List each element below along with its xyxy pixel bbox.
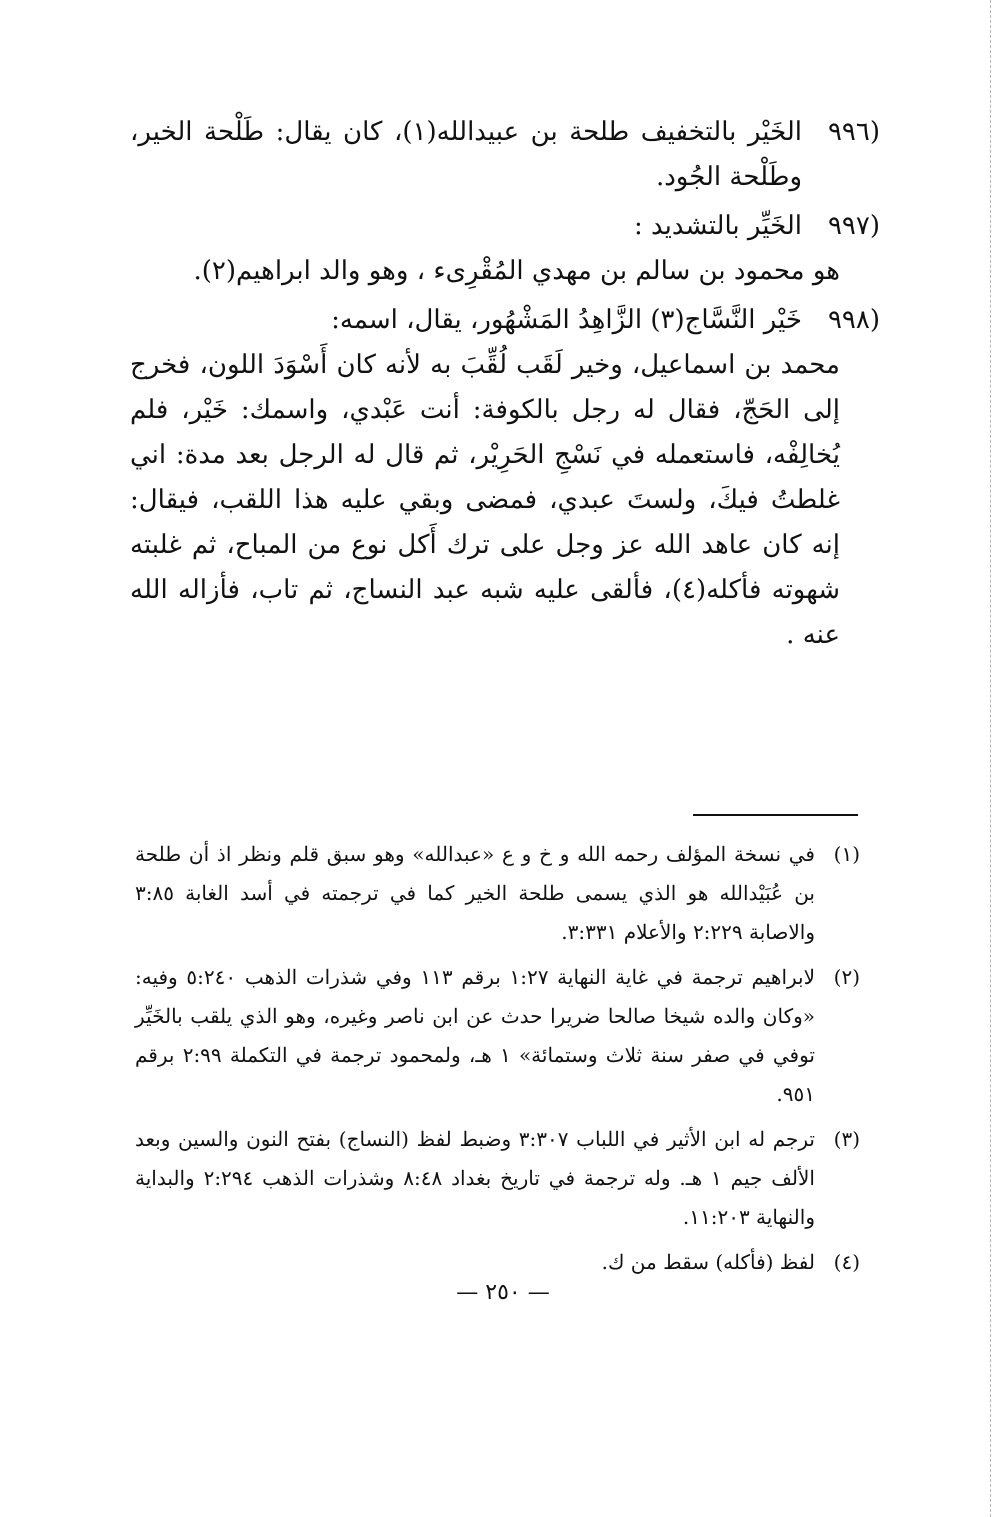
- footnote-number: (٣): [833, 1127, 860, 1151]
- entry-998: [130, 298, 880, 658]
- footnote-text: ترجم له ابن الأثير في اللباب ٣:٣٠٧ وضبط لفظ (النساج) بفتح النون والسين وبعد الألف جيم ١ هـ. وله ترجمة في تاريخ بغداد ٨:٤٨ وشذرات الذهب ٢:٢٩٤ والبداية والنهاية ١١:٢٠٣.: [135, 1127, 815, 1229]
- footnote-number: (١): [833, 842, 860, 866]
- footnote: [135, 1120, 860, 1237]
- entry-heading: الخَيِّر بالتشديد :: [633, 211, 802, 241]
- entry-heading: الخَيْر بالتخفيف طلحة بن عبيدالله(١)، كان يقال: طَلْحة الخير، وطَلْحة الجُود.: [130, 117, 802, 192]
- footnote: [135, 1243, 860, 1282]
- entry-heading: خَيْر النَّسَّاج(٣) الزَّاهِدُ المَشْهُور، يقال، اسمه:: [331, 305, 802, 335]
- main-text: [130, 110, 880, 662]
- footnote: [135, 835, 860, 952]
- entry-number: ٩٩٧): [827, 211, 880, 241]
- entry-996: [130, 110, 880, 200]
- footnote-text: لابراهيم ترجمة في غاية النهاية ١:٢٧ برقم ١١٣ وفي شذرات الذهب ٥:٢٤٠ وفيه: «وكان والده شيخا صالحا ضريرا حدث عن ابن ناصر وغيره، وهو الذي يلقب بالخَيِّر توفي في صفر سنة ثلاث وستمائة» ١ هـ، ولمحمود ترجمة في التكملة ٢:٩٩ برقم ٩٥١.: [135, 965, 816, 1106]
- entry-997: [130, 204, 880, 294]
- entry-number: ٩٩٨): [827, 305, 880, 335]
- footnote-separator: [693, 814, 858, 816]
- footnote-number: (٢): [833, 965, 860, 989]
- entry-body: محمد بن اسماعيل، وخير لَقَب لُقِّبَ به لأنه كان أَسْوَدَ اللون، فخرج إلى الحَجّ، فقال له رجل بالكوفة: أنت عَبْدي، واسمك: خَيْر، فلم يُخالِفْه، فاستعمله في نَسْجِ الحَرِيْر، ثم قال له الرجل بعد مدة: اني غلطتُ فيكَ، ولستَ عبدي، فمضى وبقي عليه هذا اللقب، فيقال: إنه كان عاهد الله عز وجل على ترك أَكل نوع من المباح، ثم غلبته شهوته فأكله(٤)، فألقى عليه شبه عبد النساج، ثم تاب، فأزاله الله عنه .: [130, 350, 841, 650]
- entry-body: هو محمود بن سالم بن مهدي المُقْرِىء ، وهو والد ابراهيم(٢).: [193, 256, 840, 286]
- footnotes: [135, 835, 860, 1288]
- footnote-text: في نسخة المؤلف رحمه الله و خ و ع «عبدالله» وهو سبق قلم ونظر اذ أن طلحة بن عُبَيْدالله هو الذي يسمى طلحة الخير كما في ترجمته في أسد الغابة ٣:٨٥ والاصابة ٢:٢٢٩ والأعلام ٣:٣٣١.: [135, 842, 815, 944]
- footnote-number: (٤): [833, 1250, 860, 1274]
- footnote-text: لفظ (فأكله) سقط من ك.: [601, 1250, 815, 1274]
- footnote: [135, 958, 860, 1114]
- page-number: — ٢٥٠ —: [456, 1280, 550, 1305]
- entry-number: ٩٩٦): [827, 117, 880, 147]
